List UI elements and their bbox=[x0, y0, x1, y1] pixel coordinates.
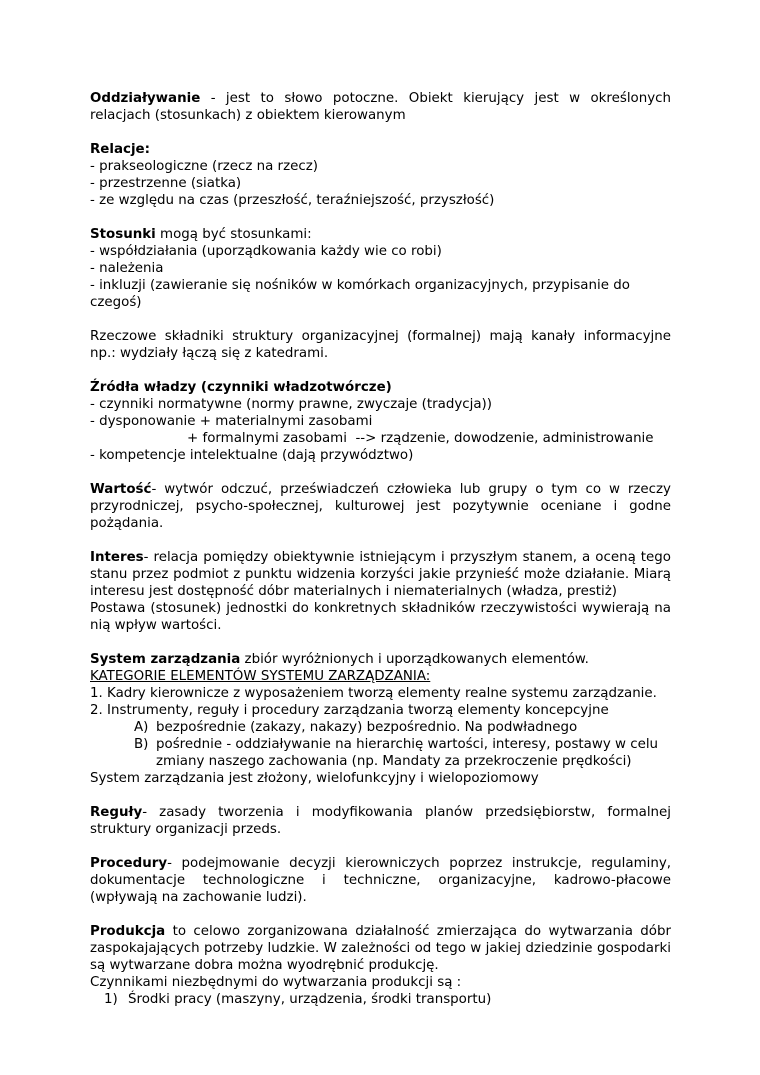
stosunki-intro: mogą być stosunkami: bbox=[155, 227, 312, 242]
list-item: - prakseologiczne (rzecz na rzecz) bbox=[90, 159, 318, 174]
term-interes: Interes bbox=[90, 550, 144, 565]
term-stosunki: Stosunki bbox=[90, 227, 156, 242]
term-procedury: Procedury bbox=[90, 856, 168, 871]
produkcja-text: to celowo zorganizowana działalność zmierzająca do wytwarzania dóbr zaspokajających potrzeby ludzkie. W zależności od tego w jakiej dziedzinie gospodarki są wytwarzane dobra można wyodrębnić produkcję. bbox=[90, 924, 671, 973]
section-interes bbox=[90, 549, 671, 634]
section-relacje bbox=[90, 141, 671, 209]
oddzialywanie-text: - jest to słowo potoczne. Obiekt kierujący jest w określonych relacjach (stosunkach) z obiektem kierowanym bbox=[90, 91, 671, 123]
list-item: - kompetencje intelektualne (dają przywództwo) bbox=[90, 448, 414, 463]
heading-relacje: Relacje: bbox=[90, 142, 150, 157]
paragraph-oddzialywanie bbox=[90, 90, 671, 124]
system-text: zbiór wyróżnionych i uporządkowanych elementów. bbox=[240, 652, 589, 667]
section-zrodla-wladzy bbox=[90, 379, 671, 464]
list-item: - czynniki normatywne (normy prawne, zwyczaje (tradycja)) bbox=[90, 397, 492, 412]
list-item: - dysponowanie + materialnymi zasobami bbox=[90, 414, 373, 429]
sub-list-item bbox=[134, 736, 671, 770]
procedury-text: - podejmowanie decyzji kierowniczych poprzez instrukcje, regulaminy, dokumentacje technologiczne i techniczne, organizacyjne, kadrowo-płacowe (wpływają na zachowanie ludzi). bbox=[90, 856, 671, 905]
czynniki-text: Czynnikami niezbędnymi do wytwarzania produkcji są : bbox=[90, 975, 462, 990]
kategorie-heading: KATEGORIE ELEMENTÓW SYSTEMU ZARZĄDZANIA: bbox=[90, 669, 431, 684]
system-summary: System zarządzania jest złożony, wielofunkcyjny i wielopoziomowy bbox=[90, 771, 539, 786]
term-system-zarzadzania: System zarządzania bbox=[90, 652, 241, 667]
interes-text: - relacja pomiędzy obiektywnie istniejącym i przyszłym stanem, a oceną tego stanu przez podmiot z punktu widzenia korzyści jakie przynieść może działanie. Miarą interesu jest dostępność dóbr materialnych i niematerialnych (władza, prestiż) bbox=[90, 550, 671, 599]
list-marker: 1) bbox=[104, 992, 118, 1007]
list-item: - inkluzji (zawieranie się nośników w komórkach organizacyjnych, przypisanie do czegoś) bbox=[90, 278, 635, 310]
reguly-text: - zasady tworzenia i modyfikowania planów przedsiębiorstw, formalnej struktury organizacji przeds. bbox=[90, 805, 671, 837]
paragraph-procedury bbox=[90, 855, 671, 906]
list-item: 2. Instrumenty, reguły i procedury zarządzania tworzą elementy koncepcyjne bbox=[90, 703, 609, 718]
term-reguly: Reguły bbox=[90, 805, 143, 820]
section-system-zarzadzania bbox=[90, 651, 671, 787]
term-oddzialywanie: Oddziaływanie bbox=[90, 91, 201, 106]
paragraph-skladniki: Rzeczowe składniki struktury organizacyjnej (formalnej) mają kanały informacyjne np.: wydziały łączą się z katedrami. bbox=[90, 329, 671, 361]
heading-zrodla-wladzy: Źródła władzy (czynniki władzotwórcze) bbox=[90, 380, 392, 395]
postawa-text: Postawa (stosunek) jednostki do konkretnych składników rzeczywistości wywierają na nią wpływ wartości. bbox=[90, 601, 671, 633]
sub-list-item bbox=[134, 719, 671, 736]
list-item: + formalnymi zasobami --> rządzenie, dowodzenie, administrowanie bbox=[187, 431, 654, 446]
sub-item-text: bezpośrednie (zakazy, nakazy) bezpośrednio. Na podwładnego bbox=[156, 720, 578, 735]
term-wartosc: Wartość bbox=[90, 482, 152, 497]
document-content bbox=[90, 90, 671, 1025]
list-item: - ze względu na czas (przeszłość, teraźniejszość, przyszłość) bbox=[90, 193, 495, 208]
paragraph-reguly bbox=[90, 804, 671, 838]
list-item: 1. Kadry kierownicze z wyposażeniem tworzą elementy realne systemu zarządzanie. bbox=[90, 686, 657, 701]
section-stosunki bbox=[90, 226, 671, 311]
list-item: - przestrzenne (siatka) bbox=[90, 176, 242, 191]
sub-item-text: pośrednie - oddziaływanie na hierarchię wartości, interesy, postawy w celu zmiany naszego zachowania (np. Mandaty za przekroczenie prędkości) bbox=[156, 737, 659, 769]
list-item-text: Środki pracy (maszyny, urządzenia, środki transportu) bbox=[128, 992, 492, 1007]
list-item bbox=[104, 991, 671, 1008]
list-marker: A) bbox=[134, 720, 149, 735]
list-item: - należenia bbox=[90, 261, 164, 276]
wartosc-text: - wytwór odczuć, przeświadczeń człowieka lub grupy o tym co w rzeczy przyrodniczej, psycho-społecznej, kulturowej jest pozytywnie oceniane i godne pożądania. bbox=[90, 482, 671, 531]
term-produkcja: Produkcja bbox=[90, 924, 166, 939]
section-produkcja bbox=[90, 923, 671, 1008]
paragraph-wartosc bbox=[90, 481, 671, 532]
list-item: - współdziałania (uporządkowania każdy wie co robi) bbox=[90, 244, 442, 259]
list-marker: B) bbox=[134, 737, 149, 752]
